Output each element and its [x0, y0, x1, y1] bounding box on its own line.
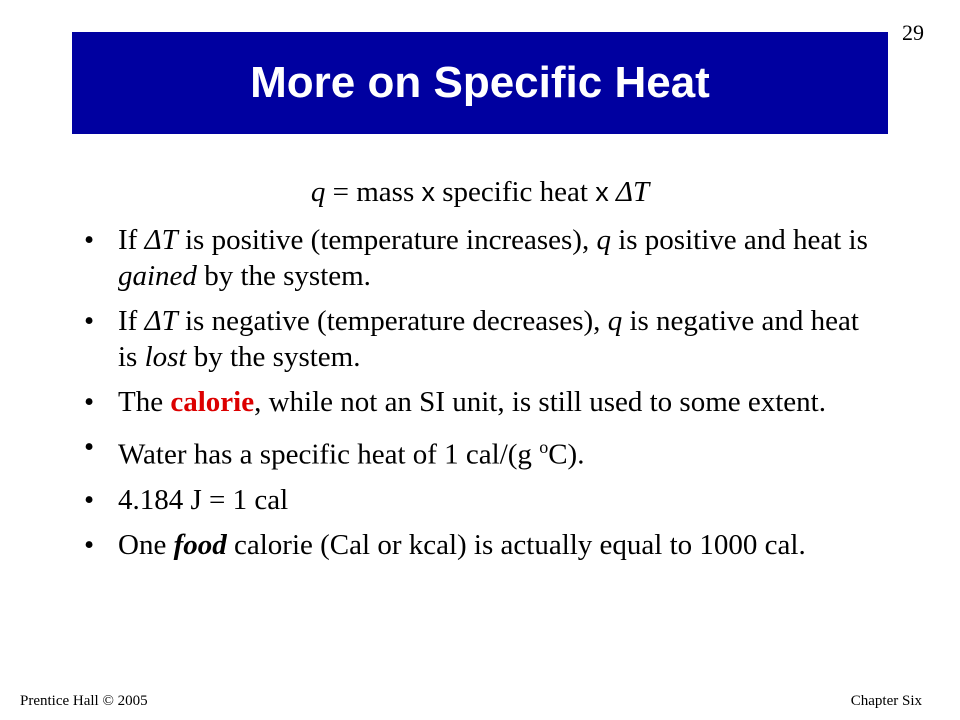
bullet-item [84, 482, 874, 518]
delta-t-symbol: ΔT [144, 305, 178, 337]
bullet-dot: • [84, 431, 95, 463]
specific-heat-formula [0, 176, 960, 209]
bullet-text: is negative (temperature decreases), [177, 305, 608, 337]
formula-times-2: x [595, 177, 609, 207]
formula-delta-t: ΔT [608, 176, 650, 208]
emphasis-text: gained [118, 260, 197, 292]
bullet-text: is positive and heat is [610, 224, 868, 256]
food-emphasis: food [173, 528, 227, 561]
bullet-text: is negative and heat is [118, 305, 859, 373]
bullet-dot: • [84, 483, 95, 516]
q-symbol: q [607, 305, 623, 337]
bullet-item [84, 527, 874, 563]
bullet-text: calorie (Cal or kcal) is actually equal to 1000 cal. [226, 528, 806, 561]
bullet-item [84, 303, 874, 375]
bullet-item [84, 429, 874, 473]
footer-chapter: Chapter Six [850, 693, 922, 709]
bullet-text: The [118, 386, 171, 418]
bullet-text: One [118, 528, 174, 561]
bullet-dot: • [84, 224, 95, 256]
bullet-text: If [118, 305, 145, 337]
formula-q: q [310, 176, 326, 208]
bullet-text: by the system. [186, 341, 361, 373]
bullet-text: C). [548, 438, 585, 471]
bullet-text: by the system. [196, 260, 371, 292]
bullet-item [84, 384, 874, 420]
delta-t-symbol: ΔT [144, 224, 178, 256]
bullet-dot: • [84, 528, 95, 561]
emphasis-text: lost [144, 341, 187, 373]
degree-superscript: o [539, 437, 549, 457]
bullet-dot: • [84, 305, 95, 337]
bullet-text: 4.184 J = 1 cal [118, 483, 289, 516]
bullet-list [84, 222, 874, 572]
bullet-text: is positive (temperature increases), [177, 224, 597, 256]
title-bar [72, 32, 888, 134]
footer-copyright: Prentice Hall © 2005 [20, 693, 148, 709]
bullet-text: , while not an SI unit, is still used to some extent. [254, 386, 826, 418]
bullet-text: If [118, 224, 145, 256]
bullet-dot: • [84, 386, 95, 418]
q-symbol: q [596, 224, 611, 256]
slide-number: 29 [902, 20, 924, 45]
calorie-highlight: calorie [170, 386, 255, 418]
slide-title: More on Specific Heat [250, 58, 710, 107]
formula-mass: = mass [325, 176, 422, 208]
bullet-item [84, 222, 874, 294]
bullet-text: Water has a specific heat of 1 cal/(g [118, 438, 540, 471]
formula-specific-heat: specific heat [434, 176, 596, 208]
formula-times-1: x [421, 177, 435, 207]
